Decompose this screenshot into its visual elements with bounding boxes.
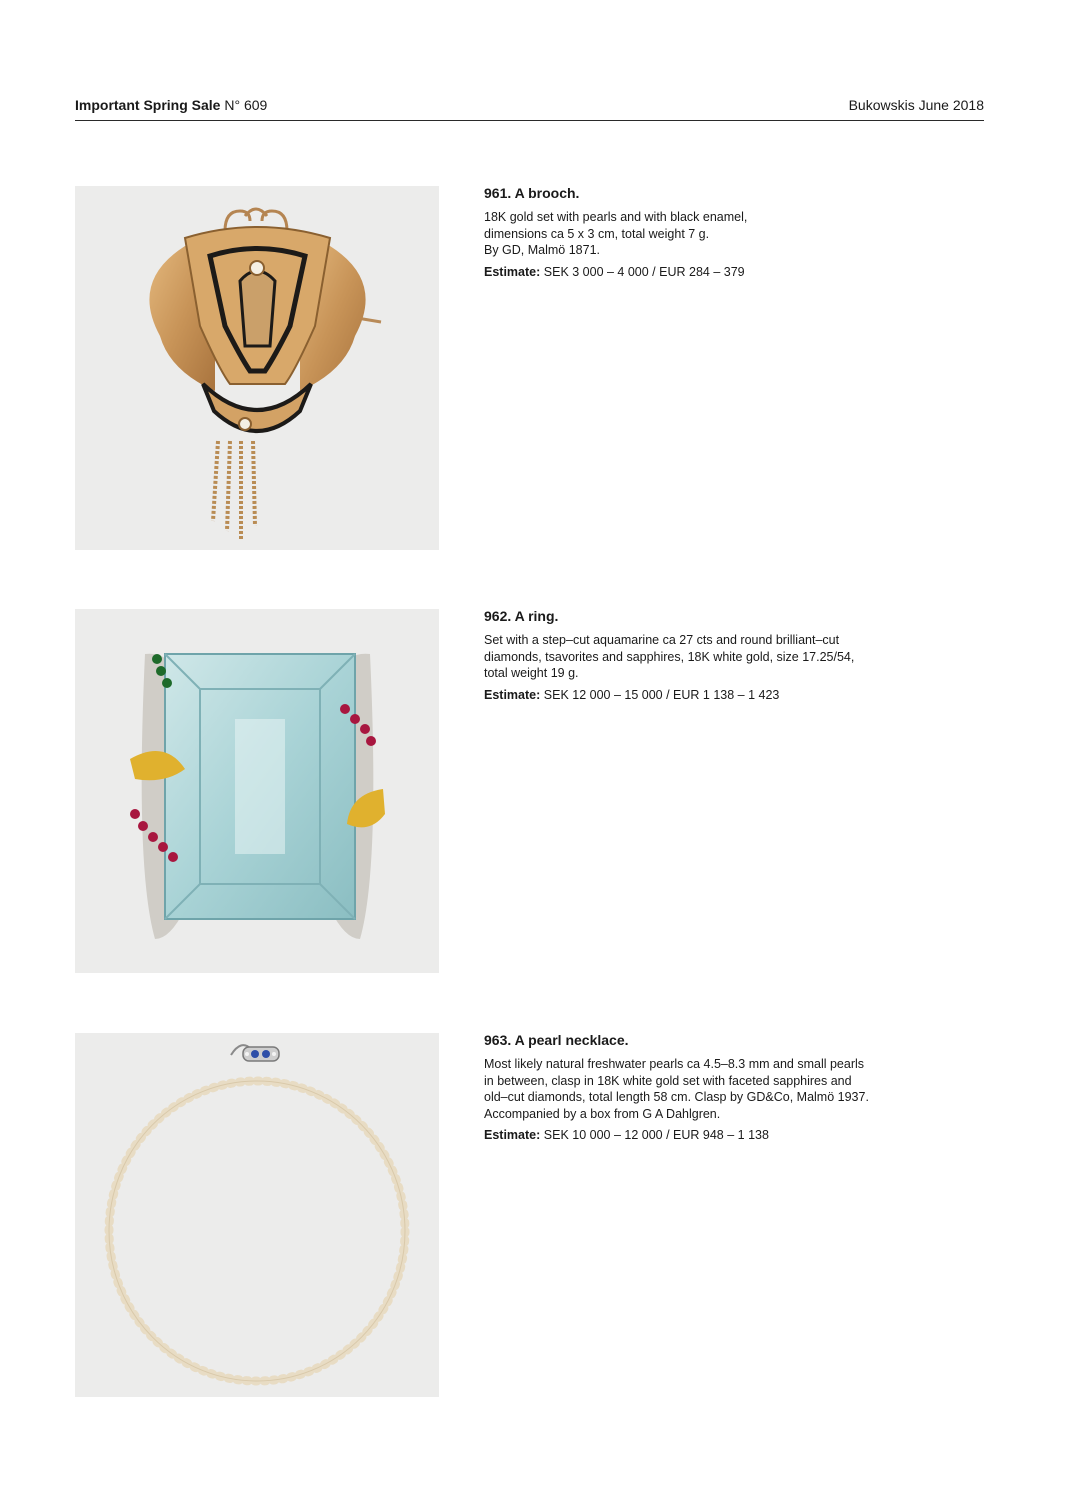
description-line: Most likely natural freshwater pearls ca 4.5–8.3 mm and small pearls xyxy=(484,1057,865,1071)
sale-title xyxy=(75,96,267,114)
description-line: dimensions ca 5 x 3 cm, total weight 7 g. xyxy=(484,226,710,241)
necklace-photo xyxy=(75,1033,439,1397)
brooch-photo xyxy=(75,186,439,550)
lot-title: 962. A ring. xyxy=(484,608,559,624)
description-line: old–cut diamonds, total length 58 cm. Clasp by GD&Co, Malmö 1937. xyxy=(484,1090,869,1104)
estimate-label: Estimate: xyxy=(484,687,541,702)
description-line: 18K gold set with pearls and with black enamel, xyxy=(484,210,748,224)
description-line: Set with a step–cut aquamarine ca 27 cts and round brilliant–cut xyxy=(484,633,840,647)
lot-963-text xyxy=(484,1031,924,1144)
lot-962 xyxy=(75,609,984,973)
estimate-value: SEK 12 000 – 15 000 / EUR 1 138 – 1 423 xyxy=(543,687,780,702)
estimate-value: SEK 3 000 – 4 000 / EUR 284 – 379 xyxy=(543,264,745,279)
lot-962-text xyxy=(484,607,924,703)
lot-963 xyxy=(75,1033,984,1397)
estimate-value: SEK 10 000 – 12 000 / EUR 948 – 1 138 xyxy=(543,1128,769,1142)
lot-title: 961. A brooch. xyxy=(484,185,580,201)
lot-estimate xyxy=(484,687,924,704)
house-date: Bukowskis June 2018 xyxy=(848,97,984,113)
lot-title: 963. A pearl necklace. xyxy=(484,1032,629,1048)
page-header xyxy=(75,96,984,121)
description-line: By GD, Malmö 1871. xyxy=(484,243,601,257)
description-line: total weight 19 g. xyxy=(484,666,579,680)
description-line: Accompanied by a box from G A Dahlgren. xyxy=(484,1106,721,1121)
ring-image xyxy=(75,609,439,973)
lot-description xyxy=(484,209,924,259)
lot-description xyxy=(484,632,924,682)
sale-number: N° 609 xyxy=(224,97,268,113)
ring-photo xyxy=(75,609,439,973)
sale-name: Important Spring Sale xyxy=(75,97,221,113)
estimate-label: Estimate: xyxy=(484,1128,541,1142)
lot-description xyxy=(484,1056,924,1122)
description-line: in between, clasp in 18K white gold set with faceted sapphires and xyxy=(484,1073,852,1088)
lot-estimate xyxy=(484,1127,924,1144)
description-line: diamonds, tsavorites and sapphires, 18K white gold, size 17.25/54, xyxy=(484,649,855,664)
estimate-label: Estimate: xyxy=(484,264,541,279)
lot-961-text xyxy=(484,184,924,280)
lot-961 xyxy=(75,186,984,550)
brooch-image xyxy=(75,186,439,550)
necklace-image xyxy=(75,1033,439,1397)
lot-estimate xyxy=(484,264,924,281)
